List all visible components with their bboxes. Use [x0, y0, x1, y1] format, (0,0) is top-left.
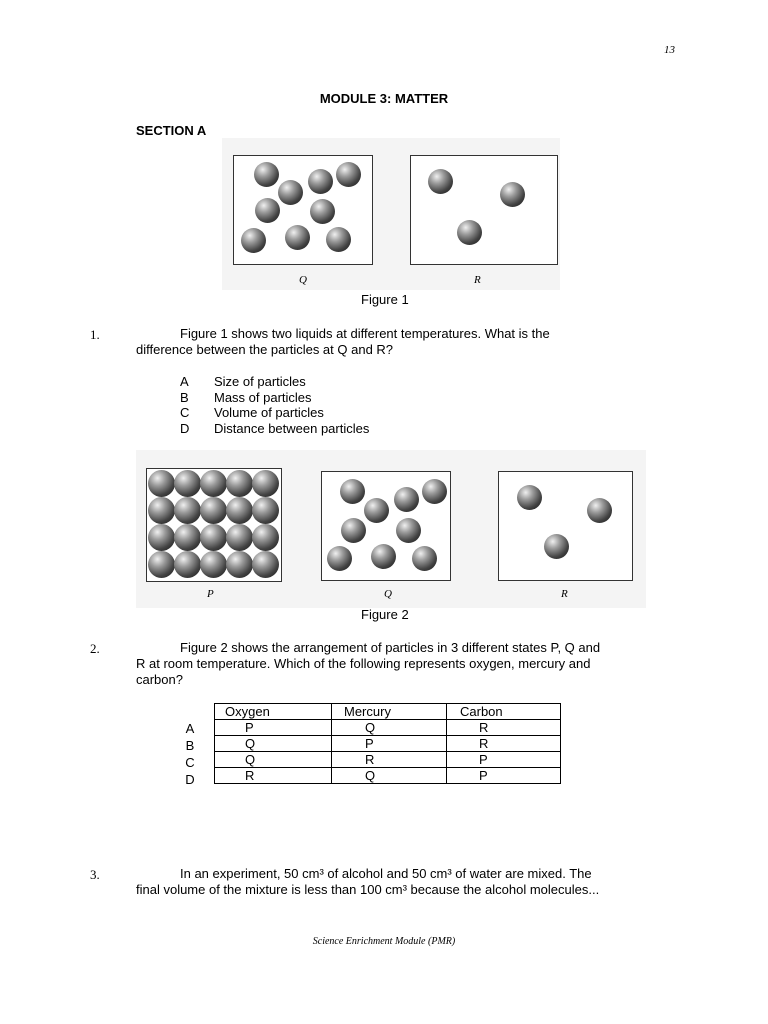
particle [341, 518, 366, 543]
section-heading: SECTION A [136, 123, 207, 138]
figure-2-label-q: Q [384, 588, 392, 600]
table-cell: Q [215, 736, 332, 752]
table-cell: R [215, 768, 332, 784]
particle [200, 497, 227, 524]
question-2-text-line-2: R at room temperature. Which of the following represents oxygen, mercury and [136, 656, 591, 671]
figure-1-label-r: R [474, 274, 481, 286]
particle [340, 479, 365, 504]
table-header: Mercury [332, 704, 447, 720]
table-header-row [215, 704, 561, 720]
particle [241, 228, 266, 253]
figure-2-label-p: P [207, 588, 214, 600]
figure-1-box-q [233, 155, 373, 265]
particle [226, 497, 253, 524]
particle [174, 551, 201, 578]
option-a: A Size of particles [180, 374, 306, 389]
particle [336, 162, 361, 187]
table-row-label-b: B [185, 738, 195, 753]
table-row-label-a: A [185, 721, 195, 736]
question-1-text-line-1: Figure 1 shows two liquids at different temperatures. What is the [180, 326, 550, 341]
table-row-label-d: D [185, 772, 195, 787]
particle [428, 169, 453, 194]
particle [148, 551, 175, 578]
table-cell: Q [332, 720, 447, 736]
particle [587, 498, 612, 523]
particle [255, 198, 280, 223]
figure-2-box-p [146, 468, 282, 582]
figure-2-box-r [498, 471, 633, 581]
question-1-options [180, 374, 369, 436]
particle [327, 546, 352, 571]
table-cell: R [447, 720, 561, 736]
option-d: D Distance between particles [180, 420, 370, 436]
question-2-number: 2. [90, 641, 100, 656]
table-row [215, 768, 561, 784]
particle [174, 470, 201, 497]
particle [200, 551, 227, 578]
figure-2-box-q [321, 471, 451, 581]
particle [371, 544, 396, 569]
table-row [215, 736, 561, 752]
question-3-number: 3. [90, 867, 100, 882]
figure-1 [222, 138, 560, 290]
particle [226, 524, 253, 551]
table-cell: P [447, 752, 561, 768]
option-b: B Mass of particles [180, 389, 312, 405]
particle [517, 485, 542, 510]
particle [226, 551, 253, 578]
question-1-text-line-2: difference between the particles at Q and R? [136, 342, 394, 357]
figure-2-label-r: R [561, 588, 568, 600]
particle [412, 546, 437, 571]
table-row-label-c: C [185, 755, 195, 770]
particle [364, 498, 389, 523]
table-cell: R [447, 736, 561, 752]
particle [394, 487, 419, 512]
particle [148, 497, 175, 524]
particle [200, 524, 227, 551]
question-3-text-line-1: In an experiment, 50 cm³ of alcohol and 50 cm³ of water are mixed. The [180, 866, 592, 881]
particle [278, 180, 303, 205]
particle [457, 220, 482, 245]
particle [148, 524, 175, 551]
question-2-text-line-1: Figure 2 shows the arrangement of particles in 3 different states P, Q and [180, 640, 601, 655]
figure-2-caption: Figure 2 [361, 607, 409, 622]
particle [252, 524, 279, 551]
answer-table [214, 703, 561, 784]
particle [422, 479, 447, 504]
figure-2 [136, 450, 646, 608]
particle [326, 227, 351, 252]
table-header: Oxygen [215, 704, 332, 720]
particle [200, 470, 227, 497]
table-cell: Q [215, 752, 332, 768]
particle [252, 497, 279, 524]
table-cell: P [332, 736, 447, 752]
particle [285, 225, 310, 250]
question-2-text-line-3: carbon? [136, 672, 183, 687]
particle [226, 470, 253, 497]
module-title: MODULE 3: MATTER [319, 91, 449, 106]
particle [500, 182, 525, 207]
figure-1-label-q: Q [299, 274, 307, 286]
table-header: Carbon [447, 704, 561, 720]
particle [254, 162, 279, 187]
figure-1-caption: Figure 1 [361, 292, 409, 307]
particle [252, 470, 279, 497]
page-number: 13 [664, 44, 675, 56]
option-c: C Volume of particles [180, 405, 324, 420]
particle [544, 534, 569, 559]
question-1-number: 1. [90, 327, 100, 342]
table-cell: P [215, 720, 332, 736]
table-cell: P [447, 768, 561, 784]
particle [148, 470, 175, 497]
table-row [215, 752, 561, 768]
table-row [215, 720, 561, 736]
figure-1-box-r [410, 155, 558, 265]
particle [252, 551, 279, 578]
table-cell: R [332, 752, 447, 768]
particle [308, 169, 333, 194]
table-cell: Q [332, 768, 447, 784]
footer: Science Enrichment Module (PMR) [312, 936, 456, 947]
particle [396, 518, 421, 543]
particle [310, 199, 335, 224]
particle [174, 524, 201, 551]
particle [174, 497, 201, 524]
question-3-text-line-2: final volume of the mixture is less than 100 cm³ because the alcohol molecules... [136, 882, 600, 897]
